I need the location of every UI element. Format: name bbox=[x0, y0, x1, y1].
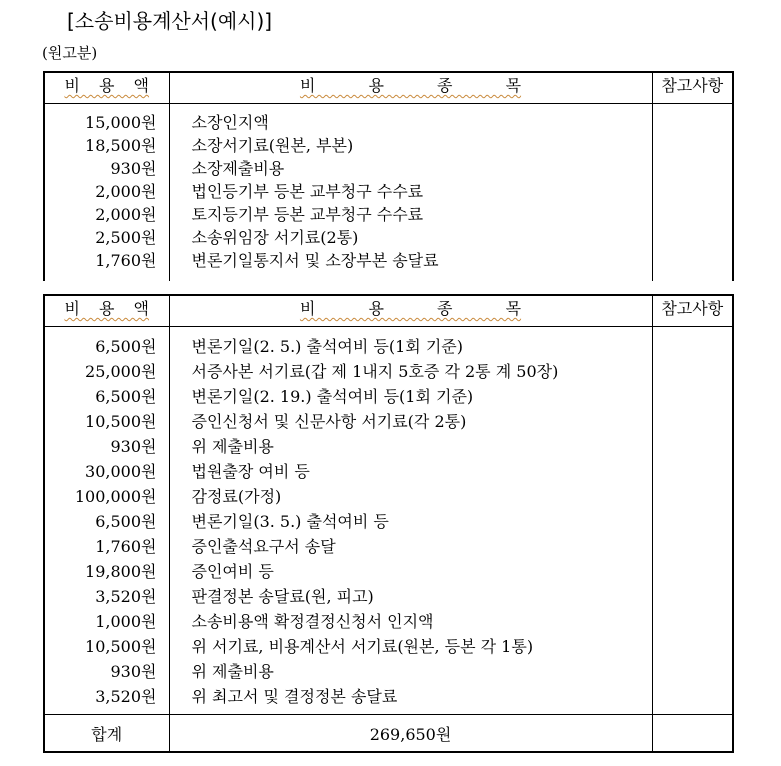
table-header-row bbox=[44, 72, 733, 104]
item-cell: 위 제출비용 bbox=[191, 437, 274, 456]
amount-cell: 930원 bbox=[110, 159, 157, 178]
document-subtitle: (원고분) bbox=[42, 44, 98, 62]
amount-cell: 930원 bbox=[110, 662, 157, 681]
item-cell: 증인여비 등 bbox=[191, 562, 274, 581]
amount-cell: 25,000원 bbox=[85, 362, 157, 381]
amount-cell: 100,000원 bbox=[74, 487, 157, 506]
item-cell: 소장인지액 bbox=[191, 113, 269, 132]
table-body-row bbox=[44, 104, 733, 282]
note-column bbox=[652, 327, 733, 715]
header-item: 비 용 종 목 bbox=[169, 295, 652, 327]
item-cell: 위 서기료, 비용계산서 서기료(원본, 등본 각 1통) bbox=[191, 637, 534, 656]
amount-cell: 10,500원 bbox=[85, 637, 157, 656]
amount-cell: 30,000원 bbox=[85, 462, 157, 481]
amount-column bbox=[44, 104, 169, 282]
item-cell: 판결정본 송달료(원, 피고) bbox=[191, 587, 374, 606]
amount-cell: 1,000원 bbox=[95, 612, 157, 631]
amount-cell: 6,500원 bbox=[95, 512, 157, 531]
amount-cell: 18,500원 bbox=[85, 136, 157, 155]
cost-table-1 bbox=[43, 71, 734, 281]
amount-cell: 6,500원 bbox=[95, 387, 157, 406]
item-cell: 증인신청서 및 신문사항 서기료(각 2통) bbox=[191, 412, 467, 431]
header-note: 참고사항 bbox=[652, 295, 733, 327]
header-amount: 비 용 액 bbox=[44, 72, 169, 104]
amount-cell: 3,520원 bbox=[95, 587, 157, 606]
note-column bbox=[652, 104, 733, 282]
item-cell: 소송비용액 확정결정신청서 인지액 bbox=[191, 612, 434, 631]
total-value: 269,650원 bbox=[169, 715, 652, 753]
item-cell: 위 최고서 및 결정정본 송달료 bbox=[191, 687, 398, 706]
item-cell: 법원출장 여비 등 bbox=[191, 462, 310, 481]
table-header-row bbox=[44, 295, 733, 327]
item-cell: 증인출석요구서 송달 bbox=[191, 537, 336, 556]
amount-cell: 15,000원 bbox=[85, 113, 157, 132]
item-cell: 위 제출비용 bbox=[191, 662, 274, 681]
item-column bbox=[169, 327, 652, 715]
header-note: 참고사항 bbox=[652, 72, 733, 104]
amount-cell: 2,500원 bbox=[95, 228, 157, 247]
item-cell: 법인등기부 등본 교부청구 수수료 bbox=[191, 182, 424, 201]
amount-cell: 10,500원 bbox=[85, 412, 157, 431]
amount-cell: 2,000원 bbox=[95, 182, 157, 201]
item-cell: 변론기일(3. 5.) 출석여비 등 bbox=[191, 512, 389, 531]
amount-cell: 6,500원 bbox=[95, 337, 157, 356]
cost-table-2 bbox=[43, 294, 734, 753]
table-body-row bbox=[44, 327, 733, 715]
item-cell: 변론기일(2. 19.) 출석여비 등(1회 기준) bbox=[191, 387, 474, 406]
item-cell: 소장제출비용 bbox=[191, 159, 285, 178]
total-label: 합계 bbox=[44, 715, 169, 753]
amount-cell: 19,800원 bbox=[85, 562, 157, 581]
amount-cell: 2,000원 bbox=[95, 205, 157, 224]
header-item: 비 용 종 목 bbox=[169, 72, 652, 104]
header-amount: 비 용 액 bbox=[44, 295, 169, 327]
item-cell: 소장서기료(원본, 부본) bbox=[191, 136, 354, 155]
item-cell: 서증사본 서기료(갑 제 1내지 5호증 각 2통 계 50장) bbox=[191, 362, 559, 381]
item-cell: 감정료(가정) bbox=[191, 487, 282, 506]
item-cell: 소송위임장 서기료(2통) bbox=[191, 228, 359, 247]
amount-cell: 3,520원 bbox=[95, 687, 157, 706]
amount-cell: 1,760원 bbox=[95, 251, 157, 270]
item-column bbox=[169, 104, 652, 282]
total-row bbox=[44, 715, 733, 753]
amount-cell: 1,760원 bbox=[95, 537, 157, 556]
amount-column bbox=[44, 327, 169, 715]
document-title: [소송비용계산서(예시)] bbox=[67, 9, 273, 33]
amount-cell: 930원 bbox=[110, 437, 157, 456]
item-cell: 토지등기부 등본 교부청구 수수료 bbox=[191, 205, 424, 224]
total-note bbox=[652, 715, 733, 753]
item-cell: 변론기일(2. 5.) 출석여비 등(1회 기준) bbox=[191, 337, 463, 356]
item-cell: 변론기일통지서 및 소장부본 송달료 bbox=[191, 251, 439, 270]
